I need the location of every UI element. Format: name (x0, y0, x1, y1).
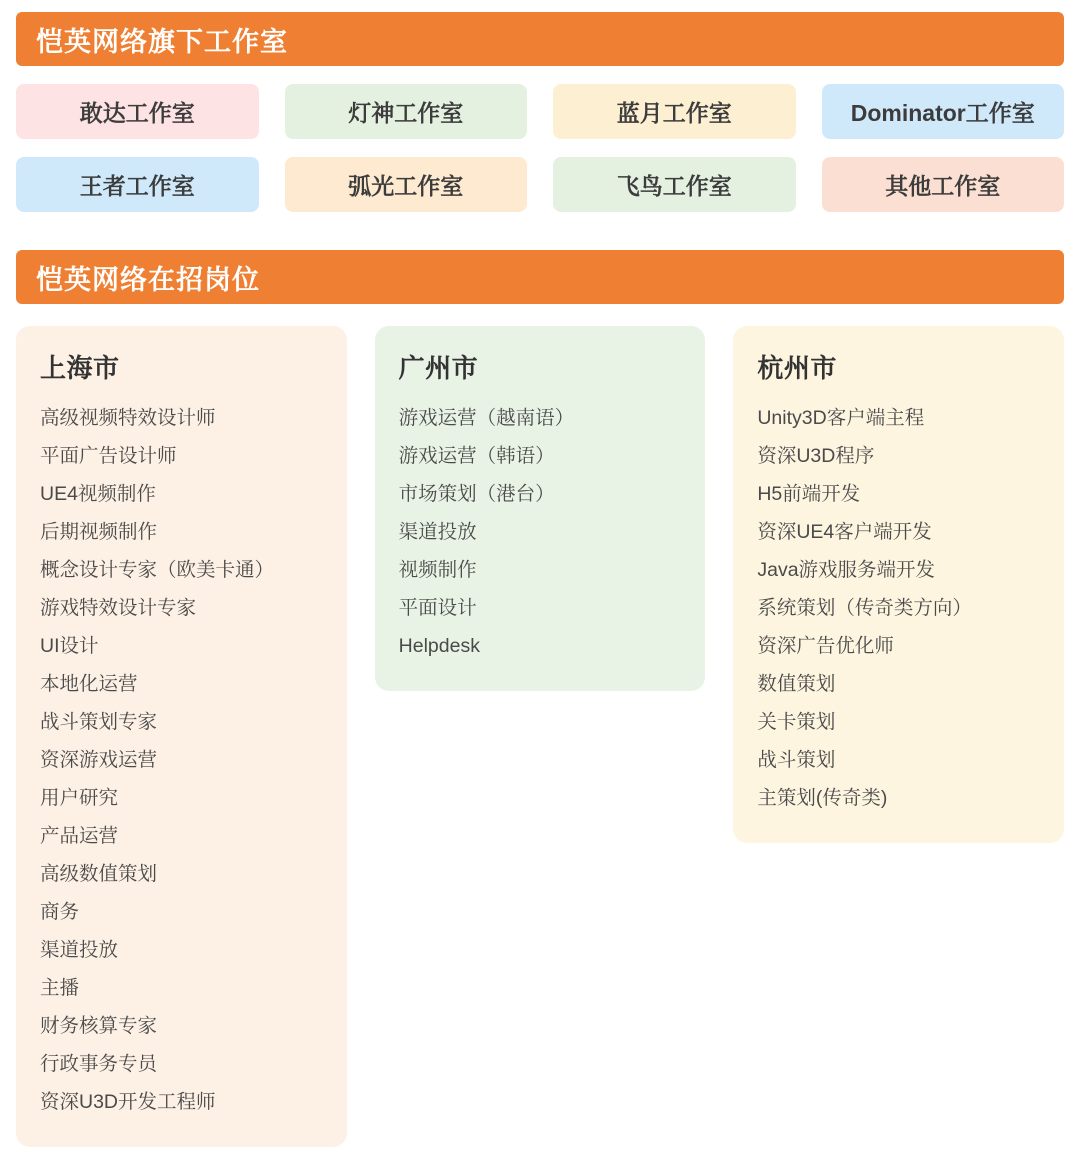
job-list-item[interactable]: 资深UE4客户端开发 (757, 521, 932, 543)
job-list-item[interactable]: 平面广告设计师 (40, 445, 177, 467)
job-list-item[interactable]: 商务 (40, 901, 80, 923)
job-list-item[interactable]: 市场策划（港台） (398, 483, 555, 505)
job-list (757, 399, 1040, 817)
studios-section-title: 恺英网络旗下工作室 (36, 26, 288, 57)
job-list-item[interactable]: 本地化运营 (40, 673, 138, 695)
job-list-item[interactable]: 高级数值策划 (40, 863, 158, 885)
job-columns-container (16, 326, 1064, 1167)
job-list-item[interactable]: 游戏运营（韩语） (398, 445, 555, 467)
studios-section-header (16, 12, 1064, 66)
job-list (399, 399, 682, 665)
job-list-item[interactable]: 平面设计 (398, 597, 477, 619)
job-list-item[interactable]: 资深广告优化师 (757, 635, 894, 657)
job-column-city: 广州市 (398, 353, 479, 383)
job-list-item[interactable]: 高级视频特效设计师 (40, 407, 216, 429)
studio-chip-label: 灯神工作室 (348, 100, 464, 126)
job-column-city: 杭州市 (757, 353, 837, 383)
job-column (375, 326, 706, 691)
job-column (733, 326, 1064, 843)
job-list-item[interactable]: 战斗策划专家 (40, 711, 158, 733)
job-list-item[interactable]: 战斗策划 (757, 749, 836, 771)
job-column (16, 326, 347, 1147)
studio-chip[interactable] (553, 157, 796, 212)
job-list-item[interactable]: 游戏运营（越南语） (398, 407, 575, 429)
studio-chip-label: 王者工作室 (79, 173, 195, 199)
studio-chip-label: 敢达工作室 (79, 100, 195, 126)
job-list-item[interactable]: 后期视频制作 (40, 521, 158, 543)
job-list-item[interactable]: 渠道投放 (40, 939, 119, 961)
job-list-item[interactable]: 数值策划 (757, 673, 836, 695)
job-list-item[interactable]: 产品运营 (40, 825, 119, 847)
job-list-item[interactable]: Helpdesk (398, 635, 480, 657)
job-list-item[interactable]: UI设计 (40, 635, 99, 657)
job-list-item[interactable]: 用户研究 (40, 787, 119, 809)
studio-chip[interactable] (822, 84, 1065, 139)
job-list-item[interactable]: 渠道投放 (398, 521, 477, 543)
job-list (40, 399, 323, 1121)
job-list-item[interactable]: Unity3D客户端主程 (757, 407, 925, 429)
job-list-item[interactable]: 资深U3D开发工程师 (40, 1091, 216, 1113)
job-list-item[interactable]: 游戏特效设计专家 (40, 597, 197, 619)
job-list-item[interactable]: 主播 (40, 977, 80, 999)
job-list-item[interactable]: 概念设计专家（欧美卡通） (40, 559, 275, 581)
studio-chip[interactable] (16, 84, 259, 139)
studio-chip-label: 蓝月工作室 (616, 100, 732, 126)
jobs-section-title: 恺英网络在招岗位 (36, 264, 260, 295)
jobs-section-header (16, 250, 1064, 304)
job-list-item[interactable]: 资深U3D程序 (757, 445, 875, 467)
studio-chip-label: 飞鸟工作室 (616, 173, 732, 199)
studio-chip-label: 其他工作室 (885, 173, 1001, 199)
job-list-item[interactable]: 行政事务专员 (40, 1053, 158, 1075)
studio-chip[interactable] (285, 84, 528, 139)
studio-chip[interactable] (285, 157, 528, 212)
job-list-item[interactable]: 系统策划（传奇类方向） (757, 597, 972, 619)
job-list-item[interactable]: UE4视频制作 (40, 483, 156, 505)
job-list-item[interactable]: 主策划(传奇类) (757, 787, 888, 809)
job-list-item[interactable]: 资深游戏运营 (40, 749, 158, 771)
job-list-item[interactable]: 财务核算专家 (40, 1015, 158, 1037)
page-root (0, 12, 1080, 1167)
studio-chip-label: Dominator工作室 (850, 100, 1035, 126)
studio-chip[interactable] (822, 157, 1065, 212)
job-list-item[interactable]: H5前端开发 (757, 483, 861, 505)
studio-chip-grid (16, 84, 1064, 212)
job-list-item[interactable]: 关卡策划 (757, 711, 836, 733)
job-list-item[interactable]: Java游戏服务端开发 (757, 559, 936, 581)
job-list-item[interactable]: 视频制作 (398, 559, 477, 581)
studio-chip[interactable] (16, 157, 259, 212)
job-column-city: 上海市 (40, 353, 120, 383)
studio-chip[interactable] (553, 84, 796, 139)
studio-chip-label: 弧光工作室 (348, 173, 464, 199)
